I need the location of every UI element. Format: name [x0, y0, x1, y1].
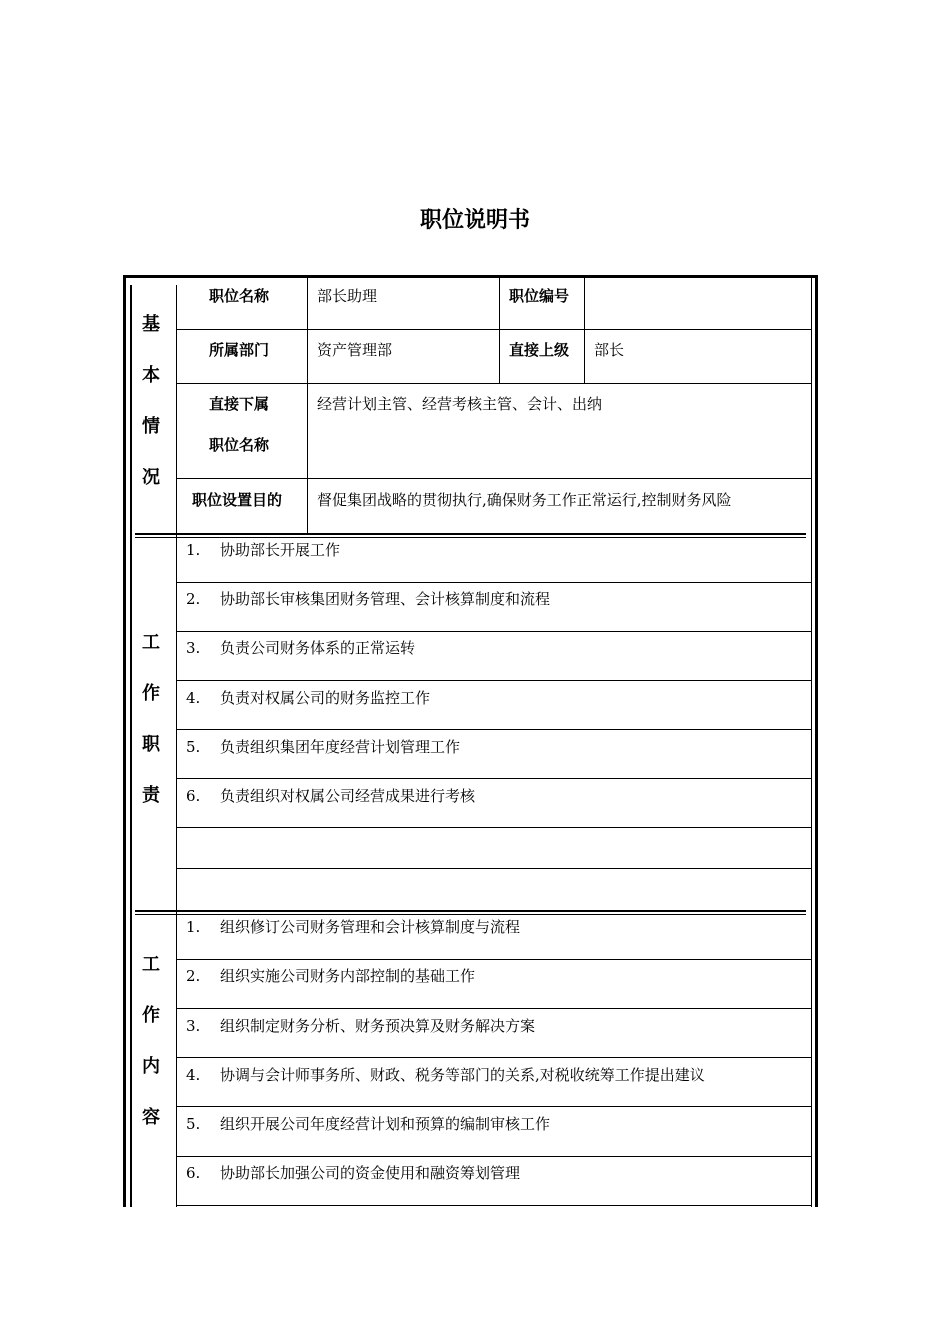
- section-divider: [135, 533, 806, 535]
- content-item: 1. 组织修订公司财务管理和会计核算制度与流程: [186, 918, 521, 936]
- inner-frame-line: [811, 278, 812, 1207]
- row-line: [176, 827, 811, 828]
- section-label-content: 工 作 内 容: [142, 954, 160, 1128]
- row-line: [176, 478, 811, 479]
- content-item: 4. 协调与会计师事务所、财政、税务等部门的关系,对税收统筹工作提出建议: [186, 1066, 705, 1084]
- purpose-label: 职位设置目的: [192, 491, 283, 509]
- subordinates-label-2: 职位名称: [209, 436, 270, 454]
- row-line: [176, 1106, 811, 1107]
- content-item: 5. 组织开展公司年度经营计划和预算的编制审核工作: [186, 1115, 551, 1133]
- row-line: [176, 778, 811, 779]
- row-line: [176, 1156, 811, 1157]
- department-value: 资产管理部: [317, 341, 393, 359]
- section-label-duties: 工 作 职 责: [142, 632, 160, 806]
- section-divider: [135, 537, 806, 538]
- document-title: 职位说明书: [419, 208, 530, 233]
- col-line: [307, 278, 308, 533]
- row-line: [176, 729, 811, 730]
- content-item: 6. 协助部长加强公司的资金使用和融资筹划管理: [186, 1164, 521, 1182]
- row-line: [176, 582, 811, 583]
- section-divider: [135, 910, 806, 912]
- content-item: 2. 组织实施公司财务内部控制的基础工作: [186, 967, 476, 985]
- duty-item: 2. 协助部长审核集团财务管理、会计核算制度和流程: [186, 590, 551, 608]
- purpose-value: 督促集团战略的贯彻执行,确保财务工作正常运行,控制财务风险: [317, 491, 732, 509]
- subordinates-label: 直接下属: [209, 395, 270, 413]
- row-line: [176, 1205, 811, 1206]
- duty-item: 6. 负责组织对权属公司经营成果进行考核: [186, 787, 476, 805]
- duty-item: 1. 协助部长开展工作: [186, 541, 341, 559]
- row-line: [176, 383, 811, 384]
- position-name-value: 部长助理: [317, 287, 378, 305]
- department-label: 所属部门: [209, 341, 270, 359]
- row-line: [176, 959, 811, 960]
- row-line: [176, 680, 811, 681]
- col-line: [584, 278, 585, 383]
- row-line: [176, 1008, 811, 1009]
- row-line: [176, 329, 811, 330]
- subordinates-value: 经营计划主管、经营考核主管、会计、出纳: [317, 395, 603, 413]
- section-divider: [135, 914, 806, 915]
- column-divider: [176, 285, 177, 1207]
- col-line: [499, 278, 500, 383]
- row-line: [176, 631, 811, 632]
- position-name-label: 职位名称: [209, 287, 270, 305]
- duty-item: 5. 负责组织集团年度经营计划管理工作: [186, 738, 461, 756]
- superior-value: 部长: [594, 341, 625, 359]
- row-line: [176, 1057, 811, 1058]
- duty-item: 3. 负责公司财务体系的正常运转: [186, 639, 416, 657]
- content-item: 3. 组织制定财务分析、财务预决算及财务解决方案: [186, 1017, 536, 1035]
- position-code-label: 职位编号: [509, 287, 570, 305]
- section-label-basic: 基 本 情 况: [142, 314, 160, 488]
- row-line: [176, 868, 811, 869]
- duty-item: 4. 负责对权属公司的财务监控工作: [186, 689, 431, 707]
- superior-label: 直接上级: [509, 341, 570, 359]
